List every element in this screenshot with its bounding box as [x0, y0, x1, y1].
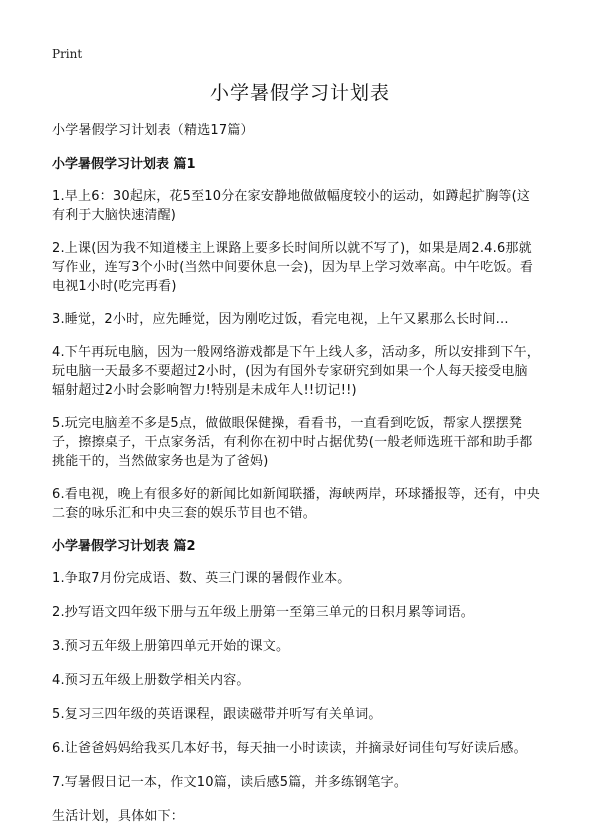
section2-item-7: 7.写暑假日记一本，作文10篇，读后感5篇，并多练钢笔字。 — [52, 775, 408, 790]
document-subtitle: 小学暑假学习计划表（精选17篇） — [52, 123, 254, 138]
section1-item-2: 2.上课(因为我不知道楼主上课路上要多长时间所以就不写了)，如果是周2.4.6那就写作业，连写3个小时(当然中间要休息一会)，因为早上学习效率高。中午吃饭。看电视1小时(吃完再看) — [52, 241, 534, 294]
section2-item-2: 2.抄写语文四年级下册与五年级上册第一至第三单元的日积月累等词语。 — [52, 605, 475, 620]
section1-item-3: 3.睡觉，2小时，应先睡觉，因为刚吃过饭，看完电视，上午又累那么长时间... — [52, 312, 509, 327]
page-title: 小学暑假学习计划表 — [209, 82, 390, 104]
section2-item-4: 4.预习五年级上册数学相关内容。 — [52, 673, 250, 688]
section1-item-4: 4.下午再玩电脑，因为一般网络游戏都是下午上线人多，活动多，所以安排到下午，玩电脑一天最多不要超过2小时，(因为有国外专家研究到如果一个人每天接受电脑辐射超过2小时会影响智力!特别是未成年人!!切记!!) — [52, 345, 541, 398]
section-heading-1: 小学暑假学习计划表 篇1 — [52, 157, 196, 172]
section1-item-5: 5.玩完电脑差不多是5点，做做眼保健操，看看书，一直看到吃饭，帮家人摆摆凳子，擦擦桌子，干点家务活，有利你在初中时占据优势(一般老师选班干部和助手都挑能干的，当然做家务也是为了爸妈) — [52, 416, 533, 469]
section2-item-5: 5.复习三四年级的英语课程，跟读磁带并听写有关单词。 — [52, 707, 382, 722]
section1-item-6: 6.看电视，晚上有很多好的新闻比如新闻联播，海峡两岸，环球播报等，还有，中央二套的咏乐汇和中央三套的娱乐节目也不错。 — [52, 487, 541, 521]
section2-item-3: 3.预习五年级上册第四单元开始的课文。 — [52, 639, 290, 654]
closing-line: 生活计划，具体如下： — [52, 809, 185, 824]
section2-item-1: 1.争取7月份完成语、数、英三门课的暑假作业本。 — [52, 571, 351, 586]
section2-item-6: 6.让爸爸妈妈给我买几本好书，每天抽一小时读读，并摘录好词佳句写好读后感。 — [52, 741, 527, 756]
document-body — [52, 121, 540, 840]
section-heading-2: 小学暑假学习计划表 篇2 — [52, 539, 196, 554]
section1-item-1: 1.早上6：30起床，花5至10分在家安静地做做幅度较小的运动，如蹲起扩胸等(这有利于大脑快速清醒) — [52, 189, 531, 223]
print-link[interactable]: Print — [52, 47, 83, 61]
